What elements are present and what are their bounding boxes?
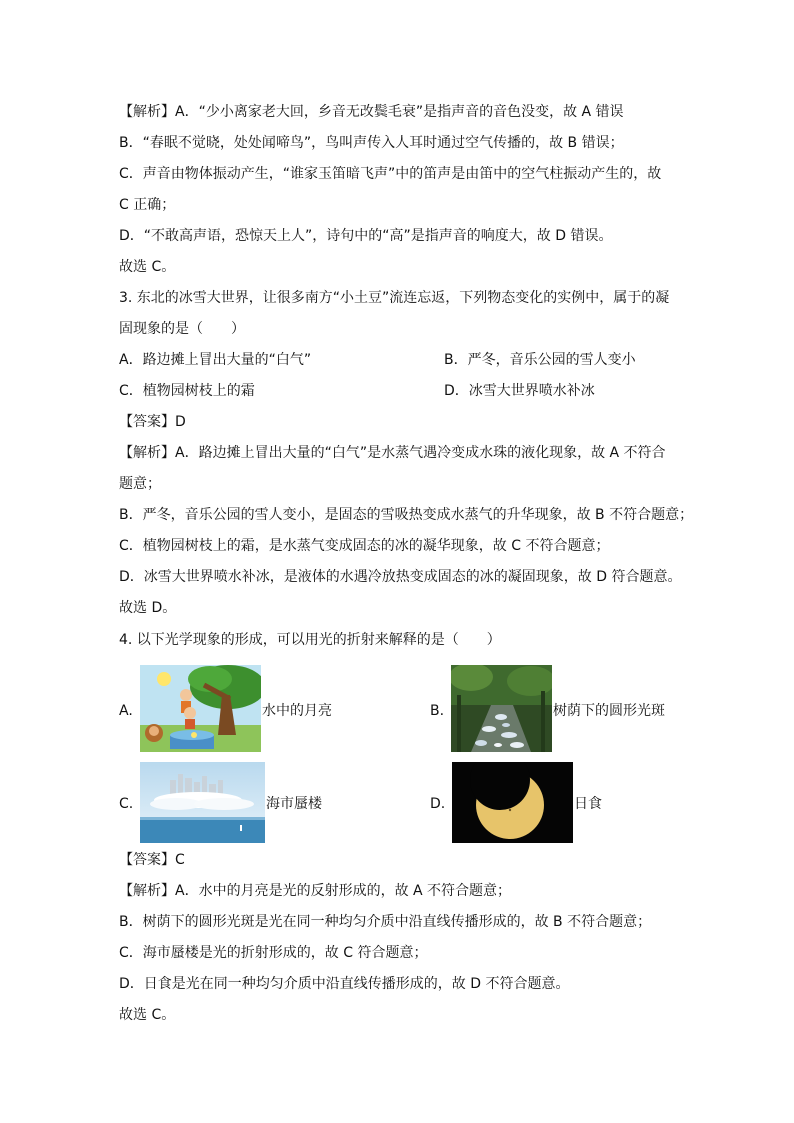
q3-option-d: D．冰雪大世界喷水补冰 — [444, 383, 595, 399]
q3-option-c: C．植物园树枝上的霜 — [119, 383, 255, 399]
q4-option-c-letter: C. — [119, 796, 134, 812]
q4-answer: 【答案】C — [119, 852, 185, 868]
tree-shade-light-spots-image — [451, 665, 552, 752]
q4-option-b-letter: B. — [430, 703, 445, 719]
q2-analysis-c-line1: C．声音由物体振动产生，“谁家玉笛暗飞声”中的笛声是由笛中的空气柱振动产生的，故 — [119, 166, 662, 182]
moon-in-water-image — [140, 665, 261, 752]
q2-analysis-d: D．“不敢高声语，恐惊天上人”，诗句中的“高”是指声音的响度大，故 D 错误。 — [119, 228, 613, 244]
q4-option-a-text: 水中的月亮 — [262, 703, 332, 719]
q3-answer: 【答案】D — [119, 414, 186, 430]
q2-analysis-b: B．“春眠不觉晓，处处闻啼鸟”，鸟叫声传入人耳时通过空气传播的，故 B 错误； — [119, 135, 624, 151]
q4-analysis-d: D．日食是光在同一种均匀介质中沿直线传播形成的，故 D 不符合题意。 — [119, 976, 570, 992]
q3-analysis-a-line1: 【解析】A．路边摊上冒出大量的“白气”是水蒸气遇冷变成水珠的液化现象，故 A 不符合 — [119, 445, 666, 461]
q4-option-d-text: 日食 — [574, 796, 602, 812]
q4-analysis-b: B．树荫下的圆形光斑是光在同一种均匀介质中沿直线传播形成的，故 B 不符合题意； — [119, 914, 652, 930]
q3-analysis-a-line2: 题意； — [119, 476, 161, 492]
q3-option-b: B．严冬，音乐公园的雪人变小 — [444, 352, 636, 368]
q2-analysis-c-line2: C 正确； — [119, 197, 176, 213]
q4-option-d-letter: D. — [430, 796, 446, 812]
q4-analysis-a: 【解析】A．水中的月亮是光的反射形成的，故 A 不符合题意； — [119, 883, 512, 899]
solar-eclipse-image — [452, 762, 573, 843]
mirage-image — [140, 762, 265, 843]
q3-analysis-b: B．严冬，音乐公园的雪人变小，是固态的雪吸热变成水蒸气的升华现象，故 B 不符合题意； — [119, 507, 694, 523]
q4-option-a-letter: A. — [119, 703, 133, 719]
q3-stem-line2: 固现象的是（ ） — [119, 321, 245, 337]
q4-conclusion: 故选 C。 — [119, 1007, 176, 1023]
q3-conclusion: 故选 D。 — [119, 600, 177, 616]
q3-option-a: A．路边摊上冒出大量的“白气” — [119, 352, 312, 368]
q3-analysis-d: D．冰雪大世界喷水补冰，是液体的水遇冷放热变成固态的冰的凝固现象，故 D 符合题意。 — [119, 569, 682, 585]
q3-analysis-c: C．植物园树枝上的霜，是水蒸气变成固态的冰的凝华现象，故 C 不符合题意； — [119, 538, 610, 554]
q4-option-b-text: 树荫下的圆形光斑 — [553, 703, 665, 719]
q2-analysis-a: 【解析】A．“少小离家老大回，乡音无改鬓毛衰”是指声音的音色没变，故 A 错误 — [119, 104, 624, 120]
q4-option-c-text: 海市蜃楼 — [266, 796, 322, 812]
q4-analysis-c: C．海市蜃楼是光的折射形成的，故 C 符合题意； — [119, 945, 428, 961]
q2-conclusion: 故选 C。 — [119, 259, 176, 275]
q3-stem-line1: 3. 东北的冰雪大世界，让很多南方“小土豆”流连忘返，下列物态变化的实例中，属于的凝 — [119, 290, 670, 306]
q4-stem: 4. 以下光学现象的形成，可以用光的折射来解释的是（ ） — [119, 632, 501, 648]
